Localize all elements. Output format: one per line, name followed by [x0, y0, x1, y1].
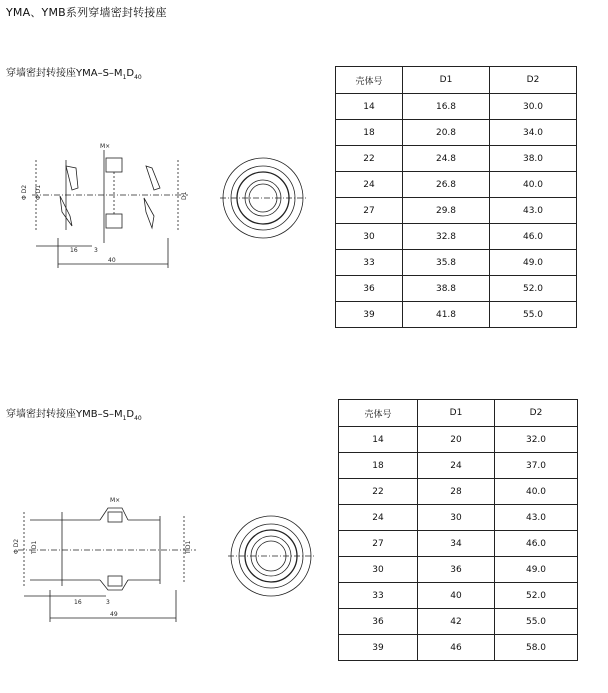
table-row [336, 224, 577, 250]
cell-shell-no: 36 [339, 609, 418, 635]
length-16-label: 16 [70, 247, 78, 254]
heading-mid: D [126, 409, 135, 420]
cell-shell-no: 27 [336, 198, 403, 224]
cell-d2: 43.0 [495, 505, 578, 531]
cell-d2: 49.0 [495, 557, 578, 583]
cell-d2: 52.0 [490, 276, 577, 302]
spec-table-ymb [338, 399, 578, 661]
cell-d2: 32.0 [495, 427, 578, 453]
diameter-d1-label: Φ D1 [35, 184, 42, 200]
cell-d1: 26.8 [403, 172, 490, 198]
table-row [339, 453, 578, 479]
header-shell-no: 壳体号 [336, 67, 403, 94]
cell-shell-no: 33 [339, 583, 418, 609]
cell-shell-no: 36 [336, 276, 403, 302]
cell-d2: 30.0 [490, 94, 577, 120]
length-3-label: 3 [106, 599, 110, 606]
cell-d2: 40.0 [495, 479, 578, 505]
cell-shell-no: 18 [339, 453, 418, 479]
heading-sub1: 1 [122, 415, 127, 422]
header-shell-no: 壳体号 [339, 400, 418, 427]
diameter-d1-label: T.D1 [31, 540, 38, 554]
table-row [339, 557, 578, 583]
heading-mid: D [126, 68, 135, 79]
table-row [336, 250, 577, 276]
length-3-label: 3 [94, 247, 98, 254]
cell-d1: 40 [418, 583, 495, 609]
cell-d1: 46 [418, 635, 495, 661]
cell-d1: 35.8 [403, 250, 490, 276]
length-total-label: 40 [108, 257, 116, 264]
front-view-drawing-yma [218, 148, 308, 248]
cell-d2: 52.0 [495, 583, 578, 609]
cell-d1: 38.8 [403, 276, 490, 302]
heading-sub2: 40 [134, 415, 142, 422]
header-d1: D1 [418, 400, 495, 427]
cell-shell-no: 39 [336, 302, 403, 328]
table-row [339, 609, 578, 635]
cell-shell-no: 18 [336, 120, 403, 146]
table-row [336, 302, 577, 328]
cell-d2: 55.0 [490, 302, 577, 328]
diameter-d2-label: Φ D2 [13, 538, 20, 554]
cell-d1: 32.8 [403, 224, 490, 250]
cell-d1: 20 [418, 427, 495, 453]
diameter-d2-label: Φ D2 [21, 184, 28, 200]
cell-d1: 16.8 [403, 94, 490, 120]
cell-d1: 42 [418, 609, 495, 635]
cell-shell-no: 27 [339, 531, 418, 557]
side-view-drawing-yma [18, 138, 198, 273]
cell-shell-no: 14 [339, 427, 418, 453]
cell-d1: 41.8 [403, 302, 490, 328]
page-title: YMA、YMB系列穿墙密封转接座 [6, 6, 167, 19]
cell-shell-no: 22 [336, 146, 403, 172]
spec-table-yma [335, 66, 577, 328]
cell-d2: 49.0 [490, 250, 577, 276]
cell-shell-no: 24 [339, 505, 418, 531]
table-row [339, 427, 578, 453]
cell-d2: 40.0 [490, 172, 577, 198]
table-row [336, 198, 577, 224]
cell-d2: 37.0 [495, 453, 578, 479]
cell-d2: 46.0 [490, 224, 577, 250]
cell-d1: 29.8 [403, 198, 490, 224]
table-row [336, 120, 577, 146]
section-heading-ymb [6, 405, 142, 422]
length-16-label: 16 [74, 599, 82, 606]
table-row [339, 531, 578, 557]
cell-d2: 55.0 [495, 609, 578, 635]
section-heading-yma [6, 64, 142, 81]
cell-shell-no: 33 [336, 250, 403, 276]
heading-main: 穿墙密封转接座YMA–S–M [6, 68, 123, 79]
cell-d1: 20.8 [403, 120, 490, 146]
cell-shell-no: 30 [339, 557, 418, 583]
cell-shell-no: 39 [339, 635, 418, 661]
header-d2: D2 [490, 67, 577, 94]
cell-d1: 30 [418, 505, 495, 531]
table-row [339, 583, 578, 609]
cell-shell-no: 30 [336, 224, 403, 250]
cell-shell-no: 14 [336, 94, 403, 120]
table-row [336, 172, 577, 198]
cell-d1: 24.8 [403, 146, 490, 172]
cell-d2: 38.0 [490, 146, 577, 172]
cell-d1: 28 [418, 479, 495, 505]
table-row [339, 479, 578, 505]
table-header-row [336, 67, 577, 94]
cell-d1: 36 [418, 557, 495, 583]
front-view-drawing-ymb [226, 508, 316, 608]
heading-main: 穿墙密封转接座YMB–S–M [6, 409, 123, 420]
cell-d1: 24 [418, 453, 495, 479]
thread-label: M× [100, 143, 111, 150]
cell-d2: 58.0 [495, 635, 578, 661]
cell-d2: 46.0 [495, 531, 578, 557]
table-row [336, 146, 577, 172]
cell-shell-no: 24 [336, 172, 403, 198]
table-header-row [339, 400, 578, 427]
heading-sub1: 1 [122, 74, 127, 81]
side-view-drawing-ymb [10, 492, 210, 627]
cell-d2: 43.0 [490, 198, 577, 224]
header-d2: D2 [495, 400, 578, 427]
table-row [339, 505, 578, 531]
diameter-d1-right-label: T.D1 [185, 540, 192, 554]
heading-sub2: 40 [134, 74, 142, 81]
cell-shell-no: 22 [339, 479, 418, 505]
thread-label: M× [110, 497, 121, 504]
header-d1: D1 [403, 67, 490, 94]
table-row [339, 635, 578, 661]
table-row [336, 276, 577, 302]
table-row [336, 94, 577, 120]
diameter-d1-right-label: D1 [181, 191, 188, 200]
cell-d2: 34.0 [490, 120, 577, 146]
cell-d1: 34 [418, 531, 495, 557]
length-total-label: 49 [110, 611, 118, 618]
